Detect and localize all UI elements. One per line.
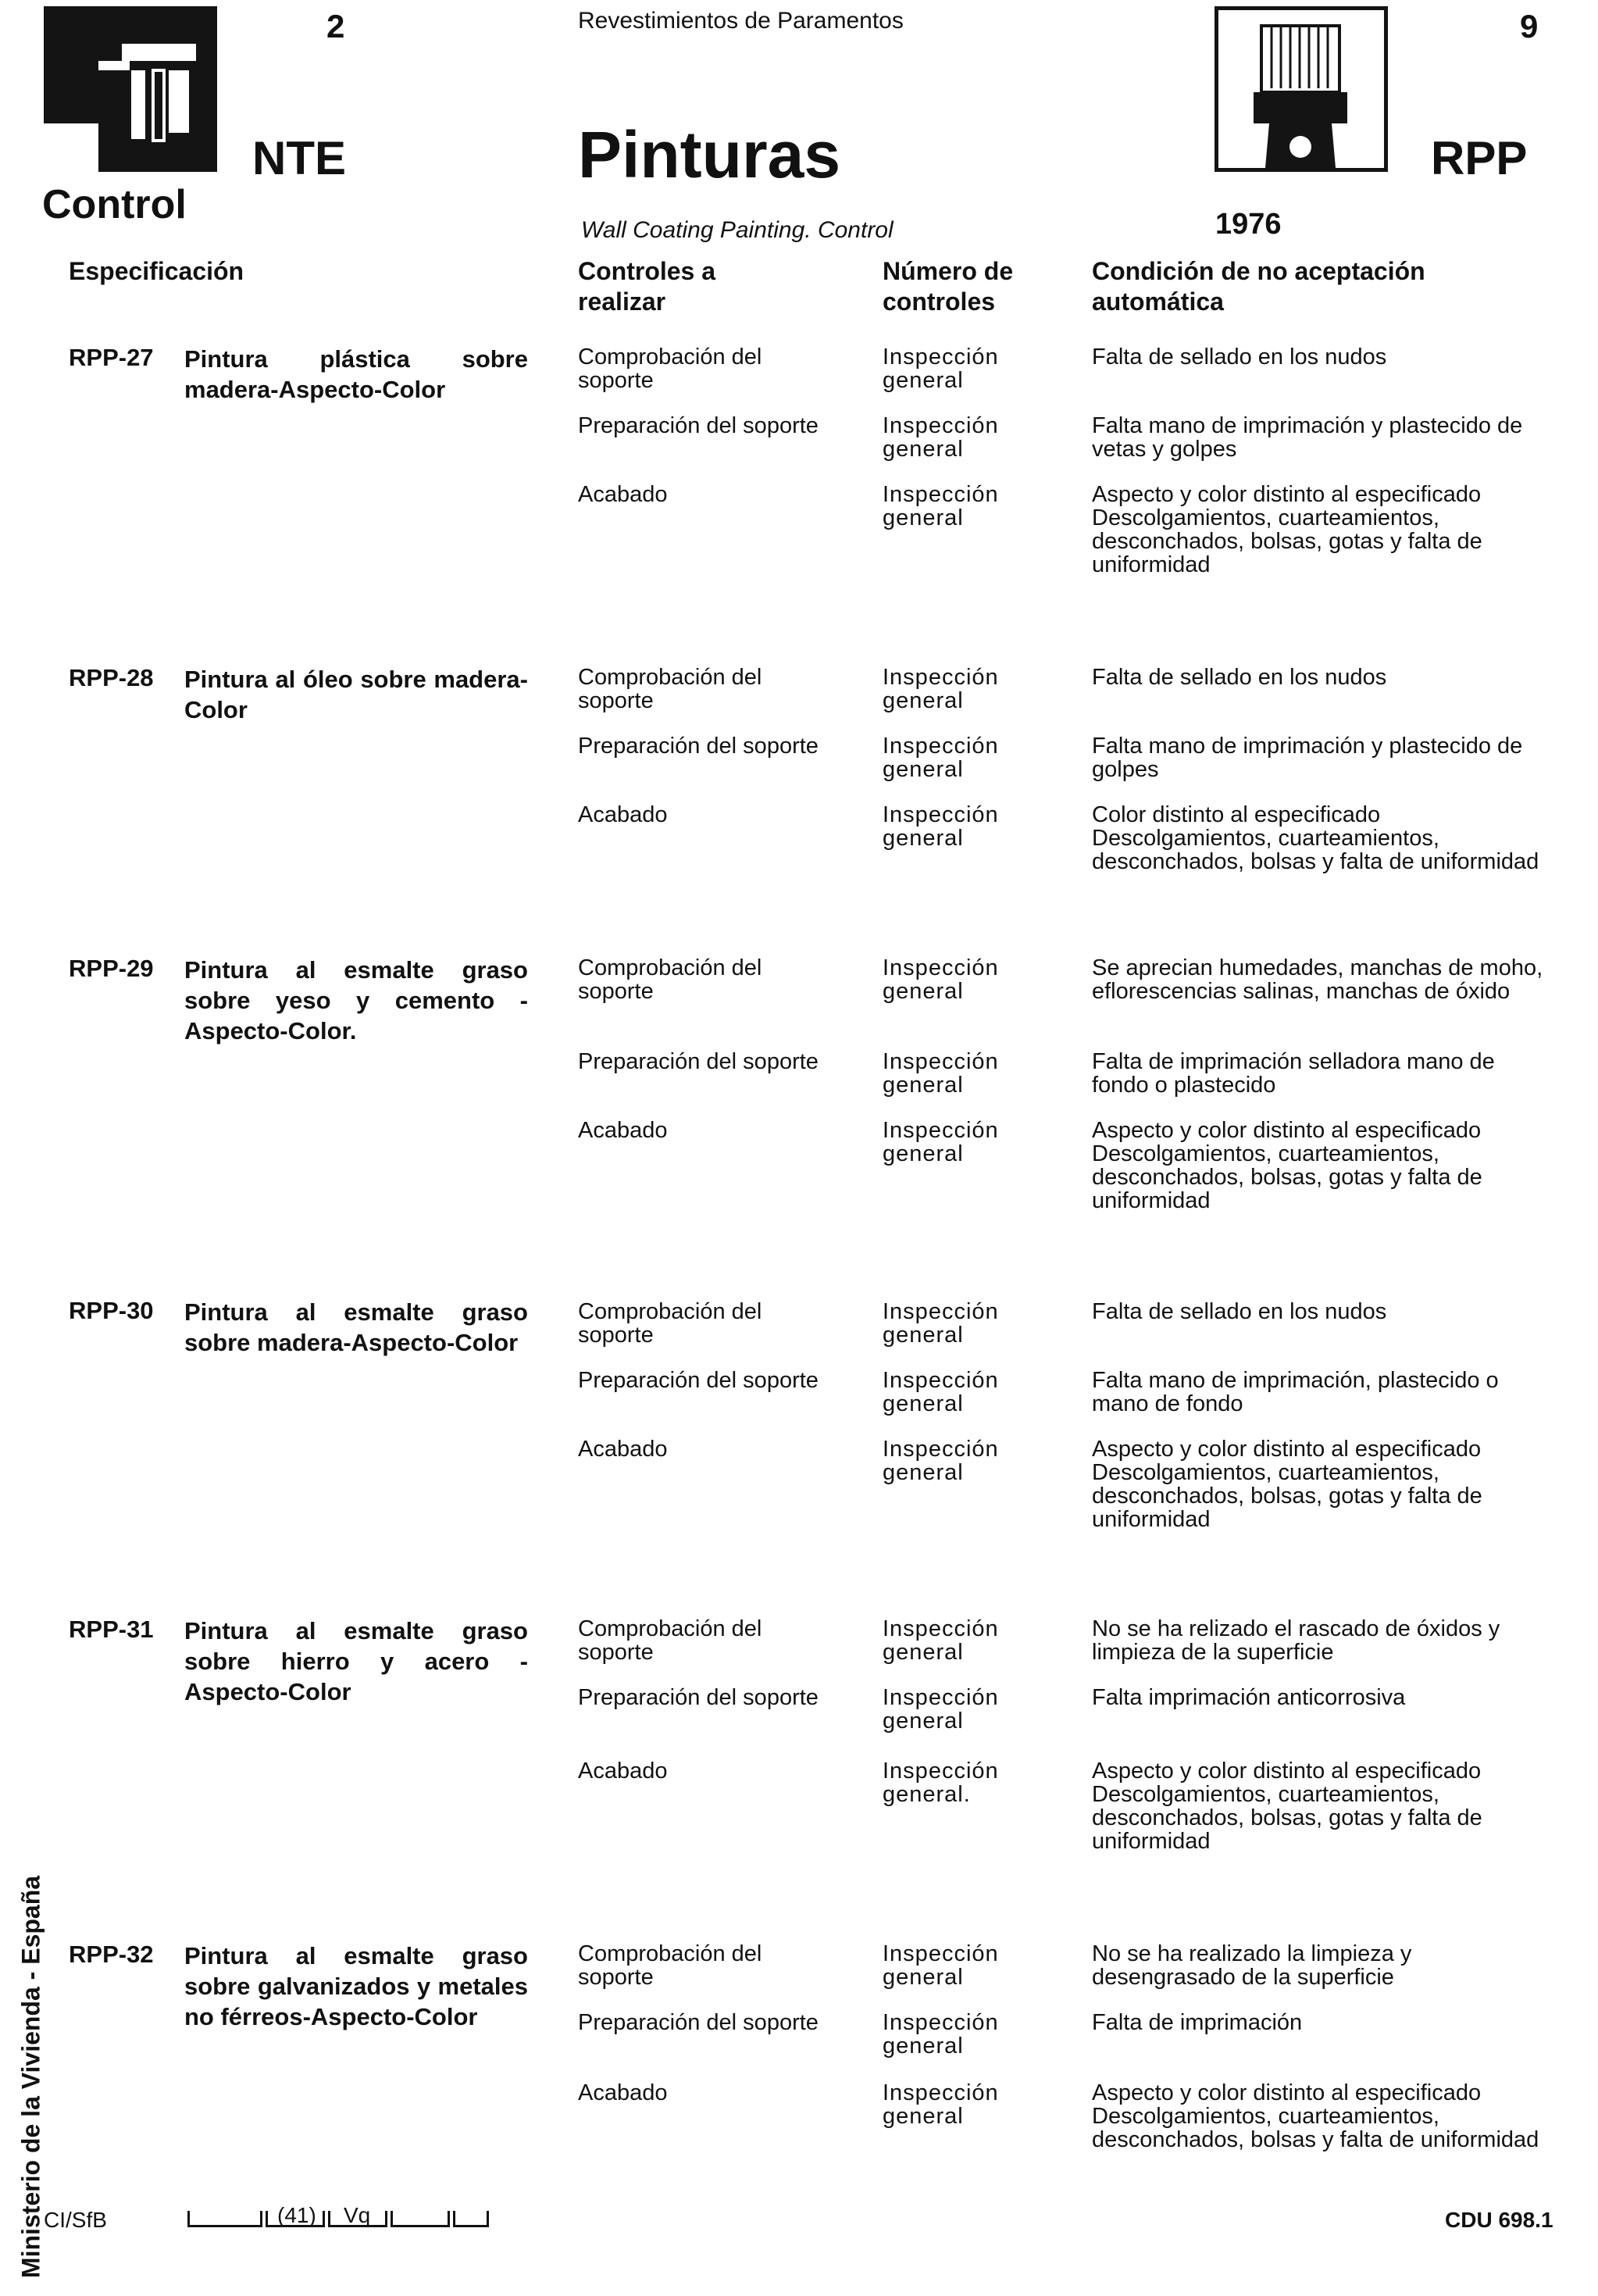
condition-cell: Falta mano de imprimación y plastecido de vetas y golpes	[1092, 413, 1523, 462]
control-cell: Comprobación del soporte	[578, 1941, 762, 1990]
row-code: RPP-29	[69, 955, 154, 982]
number-cell: Inspección general	[883, 413, 999, 462]
number-cell: Inspección general	[883, 802, 999, 851]
number-cell: Inspección general	[883, 345, 999, 393]
condition-cell: Falta de sellado en los nudos	[1092, 345, 1387, 370]
condition-cell: Falta de sellado en los nudos	[1092, 1299, 1387, 1324]
number-cell: Inspección general	[883, 955, 999, 1004]
row-spec: Pintura al esmalte graso sobre galvanizados y metales no férreos-Aspecto-Color	[184, 1942, 528, 2030]
rpp-label: RPP	[1431, 132, 1528, 184]
nte-logo-icon	[44, 6, 217, 172]
condition-cell: Aspecto y color distinto al especificado Descolgamientos, cuarteamientos, desconchados, bolsas, gotas y falta de uniformidad	[1092, 1437, 1482, 1532]
condition-cell: Aspecto y color distinto al especificado Descolgamientos, cuarteamientos, desconchados, bolsas y falta de uniformidad	[1092, 2080, 1539, 2152]
number-cell: Inspección general	[883, 1616, 999, 1665]
cisfb-boxes	[187, 2203, 523, 2230]
cisfb-box	[187, 2211, 262, 2227]
condition-cell: Falta de imprimación	[1092, 2010, 1303, 2035]
series-title: Revestimientos de Paramentos	[578, 8, 904, 34]
cisfb-box	[453, 2211, 489, 2227]
nte-label: NTE	[252, 132, 346, 184]
cisfb-box	[391, 2211, 450, 2227]
number-cell: Inspección general	[883, 2010, 999, 2059]
control-cell: Preparación del soporte	[578, 2010, 819, 2035]
control-cell: Comprobación del soporte	[578, 1299, 762, 1348]
control-cell: Comprobación del soporte	[578, 345, 762, 393]
row-code: RPP-32	[69, 1941, 154, 1968]
column-header-number: Número de controles	[883, 257, 1014, 316]
number-cell: Inspección general	[883, 1299, 999, 1348]
page-subtitle: Wall Coating Painting. Control	[581, 217, 894, 243]
condition-cell: No se ha relizado el rascado de óxidos y limpieza de la superficie	[1092, 1616, 1500, 1665]
control-cell: Acabado	[578, 1759, 668, 1784]
number-cell: Inspección general	[883, 734, 999, 782]
section-title: Control	[42, 182, 187, 227]
condition-cell: Color distinto al especificado Descolgamientos, cuarteamientos, desconchados, bolsas y falta de uniformidad	[1092, 802, 1539, 874]
column-header-controls: Controles a realizar	[578, 257, 716, 316]
control-cell: Preparación del soporte	[578, 1049, 819, 1074]
condition-cell: Aspecto y color distinto al especificado Descolgamientos, cuarteamientos, desconchados, bolsas, gotas y falta de uniformidad	[1092, 482, 1482, 577]
control-cell: Acabado	[578, 2080, 668, 2105]
row-spec: Pintura al óleo sobre madera-Color	[184, 666, 528, 723]
paint-brush-icon	[1215, 6, 1388, 172]
row-spec: Pintura al esmalte graso sobre yeso y cemento -Aspecto-Color.	[184, 956, 528, 1044]
condition-cell: Falta de sellado en los nudos	[1092, 665, 1387, 690]
number-cell: Inspección general	[883, 1049, 999, 1098]
control-cell: Comprobación del soporte	[578, 665, 762, 713]
control-cell: Acabado	[578, 1437, 668, 1462]
number-cell: Inspección general	[883, 2080, 999, 2129]
condition-cell: No se ha realizado la limpieza y desengrasado de la superficie	[1092, 1941, 1412, 1990]
column-header-spec: Especificación	[69, 257, 244, 285]
right-page-number: 9	[1520, 8, 1539, 45]
cdu-code: CDU 698.1	[1445, 2208, 1553, 2232]
control-cell: Acabado	[578, 482, 668, 507]
condition-cell: Falta imprimación anticorrosiva	[1092, 1685, 1406, 1710]
row-code: RPP-28	[69, 664, 154, 691]
condition-cell: Aspecto y color distinto al especificado Descolgamientos, cuarteamientos, desconchados, bolsas, gotas y falta de uniformidad	[1092, 1118, 1482, 1213]
control-cell: Preparación del soporte	[578, 1368, 819, 1393]
number-cell: Inspección general	[883, 482, 999, 530]
condition-cell: Falta mano de imprimación, plastecido o mano de fondo	[1092, 1368, 1499, 1416]
left-page-number: 2	[326, 8, 345, 45]
number-cell: Inspección general	[883, 1437, 999, 1485]
cisfb-code-1: (41)	[277, 2203, 316, 2227]
control-cell: Comprobación del soporte	[578, 1616, 762, 1665]
cisfb-code-2: Vq	[344, 2203, 371, 2227]
number-cell: Inspección general	[883, 1368, 999, 1416]
control-cell: Comprobación del soporte	[578, 955, 762, 1004]
control-cell: Acabado	[578, 802, 668, 827]
row-spec: Pintura al esmalte graso sobre hierro y acero -Aspecto-Color	[184, 1617, 528, 1705]
row-code: RPP-31	[69, 1616, 154, 1643]
control-cell: Acabado	[578, 1118, 668, 1143]
ministry-side-text: Ministerio de la Vivienda - España	[16, 1875, 45, 2279]
number-cell: Inspección general	[883, 1685, 999, 1734]
condition-cell: Falta de imprimación selladora mano de fondo o plastecido	[1092, 1049, 1495, 1098]
number-cell: Inspección general	[883, 665, 999, 713]
row-code: RPP-30	[69, 1297, 154, 1324]
number-cell: Inspección general.	[883, 1759, 999, 1807]
number-cell: Inspección general	[883, 1118, 999, 1166]
row-spec: Pintura plástica sobre madera-Aspecto-Color	[184, 345, 528, 403]
condition-cell: Se aprecian humedades, manchas de moho, eflorescencias salinas, manchas de óxido	[1092, 955, 1543, 1004]
number-cell: Inspección general	[883, 1941, 999, 1990]
row-spec: Pintura al esmalte graso sobre madera-Aspecto-Color	[184, 1298, 528, 1356]
page-title: Pinturas	[578, 118, 841, 191]
condition-cell: Falta mano de imprimación y plastecido de golpes	[1092, 734, 1523, 782]
row-code: RPP-27	[69, 344, 154, 371]
year: 1976	[1215, 208, 1282, 241]
column-header-condition: Condición de no aceptación automática	[1092, 257, 1425, 316]
cisfb-label: CI/SfB	[44, 2208, 107, 2232]
condition-cell: Aspecto y color distinto al especificado Descolgamientos, cuarteamientos, desconchados, bolsas, gotas y falta de uniformidad	[1092, 1759, 1482, 1854]
control-cell: Preparación del soporte	[578, 734, 819, 759]
control-cell: Preparación del soporte	[578, 413, 819, 438]
control-cell: Preparación del soporte	[578, 1685, 819, 1710]
